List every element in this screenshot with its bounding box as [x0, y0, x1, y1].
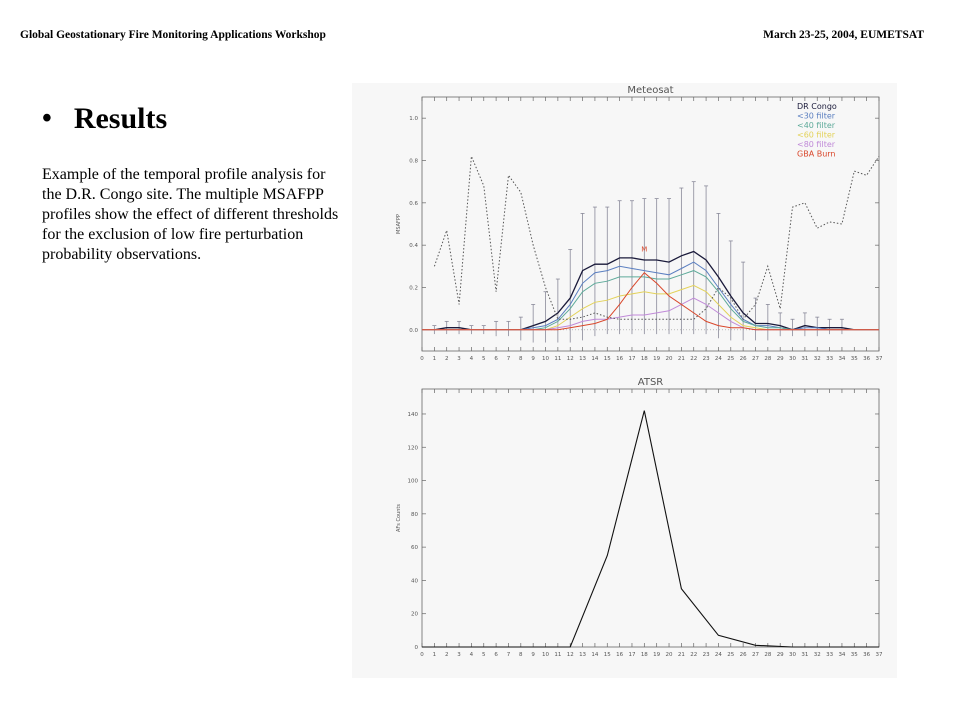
legend-entry: <60 filter [797, 130, 836, 140]
y-axis-label: MSAFPP [396, 214, 402, 234]
chart-title: ATSR [637, 377, 664, 388]
x-tick-label: 19 [653, 356, 661, 362]
y-tick-label: 0.8 [409, 158, 418, 165]
x-tick-label: 10 [542, 652, 550, 658]
plot-frame [422, 389, 879, 647]
y-tick-label: 80 [411, 511, 418, 518]
x-tick-label: 27 [751, 652, 759, 658]
x-tick-label: 0 [420, 652, 424, 658]
x-tick-label: 5 [482, 356, 486, 362]
x-tick-label: 12 [566, 356, 574, 362]
y-axis-label: AFs Counts [396, 504, 402, 532]
series-line [422, 285, 879, 329]
x-tick-label: 2 [444, 652, 449, 658]
x-tick-label: 14 [591, 356, 599, 362]
x-tick-label: 17 [628, 356, 636, 362]
x-tick-label: 32 [813, 652, 821, 658]
x-tick-label: 17 [628, 652, 636, 658]
x-tick-label: 5 [482, 652, 486, 658]
x-tick-label: 21 [677, 652, 685, 658]
x-tick-label: 16 [616, 652, 624, 658]
x-tick-label: 20 [665, 356, 673, 362]
x-tick-label: 25 [727, 356, 735, 362]
series-line [422, 262, 879, 330]
x-tick-label: 13 [579, 356, 587, 362]
legend-entry: <80 filter [797, 140, 836, 149]
legend-entry: <30 filter [797, 111, 836, 121]
x-tick-label: 4 [469, 356, 474, 362]
x-tick-label: 29 [776, 356, 784, 362]
bullet-icon: • [42, 103, 52, 134]
x-tick-label: 30 [789, 652, 797, 658]
y-tick-label: 40 [411, 578, 418, 585]
figure-panel [352, 83, 897, 678]
y-tick-label: 100 [407, 478, 418, 485]
y-tick-label: 20 [411, 611, 418, 618]
x-tick-label: 30 [789, 356, 797, 362]
x-tick-label: 6 [494, 652, 498, 658]
x-tick-label: 11 [554, 652, 562, 658]
legend-entry: DR Congo [797, 102, 837, 111]
x-tick-label: 4 [469, 652, 474, 658]
y-tick-label: 60 [411, 545, 418, 552]
slide-description: Example of the temporal profile analysis for the D.R. Congo site. The multiple MSAFPP profiles show the effect of different thresholds for the exclusion of low fire perturbation probability observations. [42, 166, 339, 263]
x-tick-label: 33 [826, 652, 834, 658]
y-tick-label: 120 [407, 445, 418, 452]
series-line [422, 298, 879, 330]
y-tick-label: 0.4 [409, 243, 418, 250]
slide-title-text: Results [73, 102, 168, 135]
header-date-location: March 23-25, 2004, EUMETSAT [763, 29, 924, 41]
x-tick-label: 35 [850, 652, 858, 658]
x-tick-label: 10 [542, 356, 550, 362]
x-tick-label: 36 [863, 652, 871, 658]
x-tick-label: 29 [776, 652, 784, 658]
x-tick-label: 21 [677, 356, 685, 362]
x-tick-label: 28 [764, 356, 772, 362]
chart-title: Meteosat [627, 85, 674, 96]
x-tick-label: 14 [591, 652, 599, 658]
x-tick-label: 18 [640, 652, 648, 658]
header-workshop-title: Global Geostationary Fire Monitoring Applications Workshop [20, 29, 326, 41]
legend-entry: <40 filter [797, 121, 836, 130]
x-tick-label: 7 [506, 652, 511, 658]
x-tick-label: 12 [566, 652, 574, 658]
x-tick-label: 19 [653, 652, 661, 658]
x-tick-label: 1 [432, 652, 437, 658]
slide-title [42, 102, 167, 136]
x-tick-label: 37 [875, 652, 883, 658]
x-tick-label: 26 [739, 356, 747, 362]
x-tick-label: 34 [838, 652, 846, 658]
y-tick-label: 0.0 [409, 327, 418, 334]
atsr-chart [352, 375, 897, 675]
x-tick-label: 8 [519, 652, 523, 658]
x-tick-label: 24 [714, 652, 722, 658]
x-tick-label: 26 [739, 652, 747, 658]
legend-entry: GBA Burn [797, 149, 836, 159]
y-tick-label: 0 [414, 645, 418, 651]
x-tick-label: 1 [432, 356, 437, 362]
x-tick-label: 15 [603, 652, 611, 658]
series-line [422, 271, 879, 330]
x-tick-label: 31 [801, 356, 809, 362]
x-tick-label: 23 [702, 356, 710, 362]
x-tick-label: 37 [875, 356, 883, 362]
atsr-series-line [422, 411, 879, 647]
series-line [422, 273, 879, 330]
y-tick-label: 0.2 [409, 285, 418, 292]
x-tick-label: 15 [603, 356, 611, 362]
y-tick-label: 1.0 [409, 116, 418, 123]
x-tick-label: 27 [751, 356, 759, 362]
y-tick-label: 140 [407, 411, 418, 418]
x-tick-label: 11 [554, 356, 562, 362]
x-tick-label: 6 [494, 356, 498, 362]
x-tick-label: 2 [444, 356, 449, 362]
meteosat-chart [352, 83, 897, 373]
x-tick-label: 22 [690, 356, 698, 362]
x-tick-label: 32 [813, 356, 821, 362]
x-tick-label: 18 [640, 356, 648, 362]
x-tick-label: 8 [519, 356, 523, 362]
x-tick-label: 31 [801, 652, 809, 658]
x-tick-label: 9 [531, 356, 535, 362]
x-tick-label: 9 [531, 652, 535, 658]
x-tick-label: 0 [420, 356, 424, 362]
x-tick-label: 28 [764, 652, 772, 658]
x-tick-label: 20 [665, 652, 673, 658]
x-tick-label: 22 [690, 652, 698, 658]
x-tick-label: 3 [457, 356, 461, 362]
x-tick-label: 35 [850, 356, 858, 362]
x-tick-label: 24 [714, 356, 722, 362]
x-tick-label: 3 [457, 652, 461, 658]
x-tick-label: 25 [727, 652, 735, 658]
series-line [422, 252, 879, 330]
series-annotation: M [641, 245, 648, 254]
x-tick-label: 13 [579, 652, 587, 658]
x-tick-label: 7 [506, 356, 511, 362]
x-tick-label: 16 [616, 356, 624, 362]
x-tick-label: 34 [838, 356, 846, 362]
y-tick-label: 0.6 [409, 200, 418, 207]
x-tick-label: 33 [826, 356, 834, 362]
x-tick-label: 36 [863, 356, 871, 362]
x-tick-label: 23 [702, 652, 710, 658]
